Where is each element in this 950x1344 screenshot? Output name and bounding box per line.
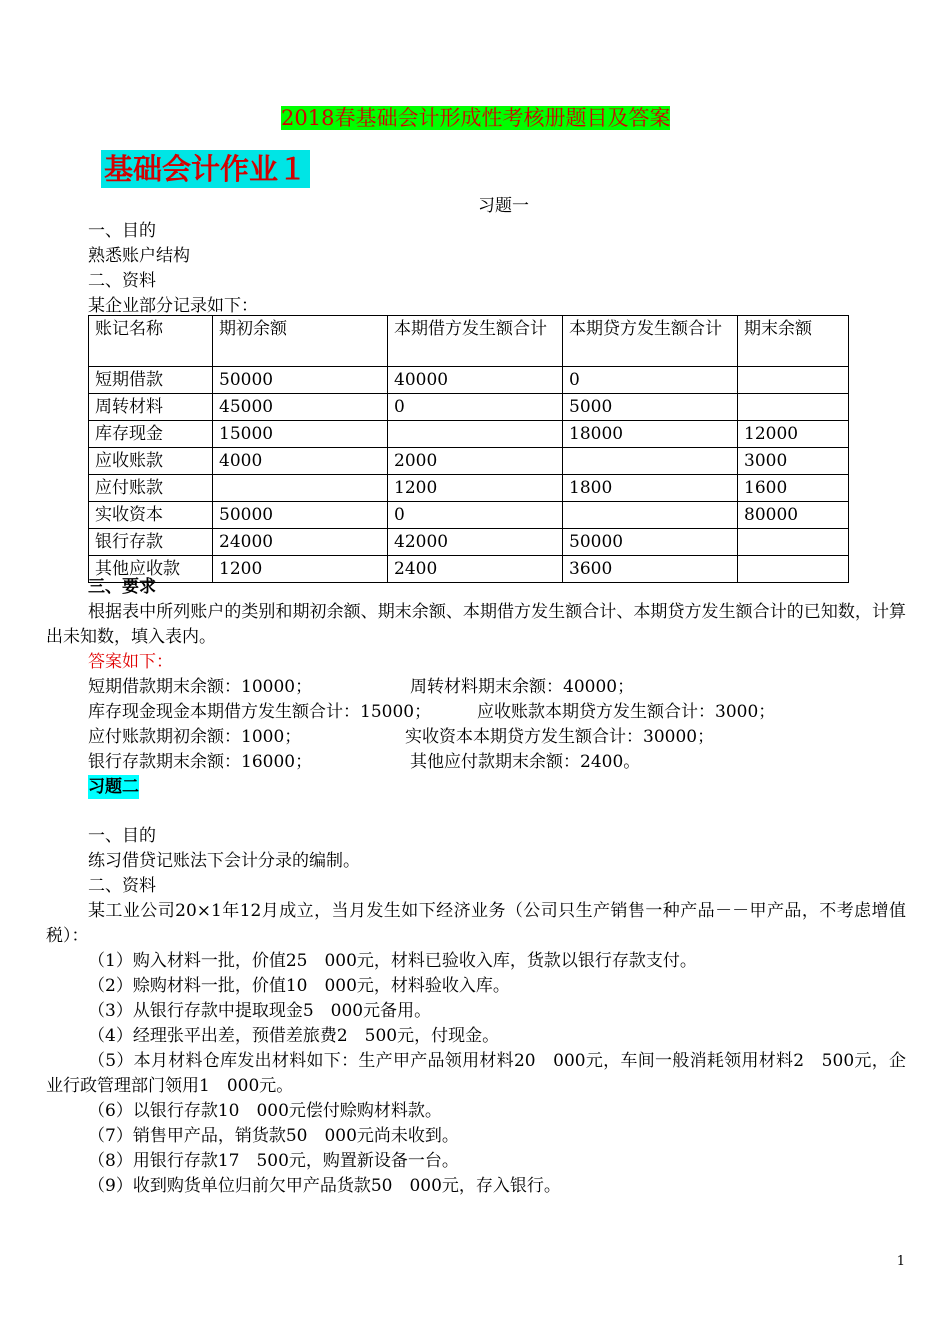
table-cell: 银行存款 — [89, 529, 213, 556]
table-row — [89, 529, 849, 556]
ex1-purpose-text: 熟悉账户结构 — [88, 246, 190, 266]
title-year: 2018 — [281, 106, 335, 130]
table-cell: 80000 — [738, 502, 849, 529]
transaction-item: （8）用银行存款17 500元，购置新设备一台。 — [88, 1151, 459, 1171]
answer-line: 应收账款本期贷方发生额合计：3000； — [477, 702, 776, 722]
table-cell: 24000 — [213, 529, 388, 556]
table-cell: 4000 — [213, 448, 388, 475]
transaction-item: （1）购入材料一批，价值25 000元，材料已验收入库，货款以银行存款支付。 — [88, 951, 697, 971]
table-cell: 2000 — [388, 448, 563, 475]
answer-label: 答案如下： — [88, 652, 173, 672]
table-header-row — [89, 316, 849, 367]
answer-line: 其他应付款期末余额：2400。 — [410, 752, 641, 772]
table-cell: 1200 — [213, 556, 388, 583]
page-number: 1 — [896, 1254, 905, 1269]
table-cell — [563, 448, 738, 475]
table-cell: 其他应收款 — [89, 556, 213, 583]
table-row — [89, 475, 849, 502]
table-row — [89, 421, 849, 448]
table-cell: 50000 — [213, 367, 388, 394]
table-cell: 12000 — [738, 421, 849, 448]
table-cell: 42000 — [388, 529, 563, 556]
table-cell: 2400 — [388, 556, 563, 583]
transaction-item: （2）赊购材料一批，价值10 000元，材料验收入库。 — [88, 976, 510, 996]
ex1-section-requirement: 三、要求 — [88, 577, 156, 597]
table-cell — [738, 394, 849, 421]
header-cell: 期初余额 — [213, 316, 388, 367]
ex2-purpose-text: 练习借贷记账法下会计分录的编制。 — [88, 851, 360, 871]
ex1-requirement-text: 根据表中所列账户的类别和期初余额、期末余额、本期借方发生额合计、本期贷方发生额合计的已知数，计算出未知数，填入表内。 — [46, 602, 906, 647]
header-cell: 期末余额 — [738, 316, 849, 367]
table-cell: 50000 — [213, 502, 388, 529]
table-row — [89, 556, 849, 583]
ex2-intro: 某工业公司20×1年12月成立，当月发生如下经济业务（公司只生产销售一种产品－－甲产品，不考虑增值税）： — [46, 901, 906, 946]
header-cell: 账记名称 — [89, 316, 213, 367]
answer-line: 实收资本本期贷方发生额合计：30000； — [405, 727, 715, 747]
assignment-heading: 基础会计作业１ — [101, 150, 310, 188]
table-cell: 0 — [563, 367, 738, 394]
transaction-item: （3）从银行存款中提取现金5 000元备用。 — [88, 1001, 432, 1021]
table-cell: 应收账款 — [89, 448, 213, 475]
ex1-section-purpose: 一、目的 — [88, 221, 156, 241]
title-text: 春基础会计形成性考核册题目及答案 — [334, 106, 671, 130]
table-cell: 3600 — [563, 556, 738, 583]
answer-line: 周转材料期末余额：40000； — [410, 677, 635, 697]
answer-line: 短期借款期末余额：10000； — [88, 677, 313, 697]
exercise2-title: 习题二 — [88, 777, 139, 797]
table-cell: 应付账款 — [89, 475, 213, 502]
header-cell: 本期贷方发生额合计 — [563, 316, 738, 367]
table-cell — [738, 529, 849, 556]
table-cell: 0 — [388, 394, 563, 421]
table-cell — [738, 556, 849, 583]
table-cell: 5000 — [563, 394, 738, 421]
exercise1-title: 习题一 — [478, 196, 529, 216]
transaction-item: （4）经理张平出差，预借差旅费2 500元，付现金。 — [88, 1026, 500, 1046]
table-cell — [213, 475, 388, 502]
table-row — [89, 394, 849, 421]
table-cell: 1600 — [738, 475, 849, 502]
ex2-section-purpose: 一、目的 — [88, 826, 156, 846]
table-cell — [563, 502, 738, 529]
table-cell: 50000 — [563, 529, 738, 556]
table-cell: 实收资本 — [89, 502, 213, 529]
answer-line: 库存现金现金本期借方发生额合计：15000； — [88, 702, 432, 722]
answer-line: 银行存款期末余额：16000； — [88, 752, 313, 772]
table-cell: 15000 — [213, 421, 388, 448]
table-cell: 库存现金 — [89, 421, 213, 448]
table-row — [89, 502, 849, 529]
ex1-section-material: 二、资料 — [88, 271, 156, 291]
header-cell: 本期借方发生额合计 — [388, 316, 563, 367]
table-cell: 18000 — [563, 421, 738, 448]
table-cell: 0 — [388, 502, 563, 529]
document-title — [281, 104, 670, 132]
ex2-section-material: 二、资料 — [88, 876, 156, 896]
table-cell: 1200 — [388, 475, 563, 502]
table-cell: 40000 — [388, 367, 563, 394]
table-row — [89, 448, 849, 475]
table-cell: 45000 — [213, 394, 388, 421]
transaction-item: （6）以银行存款10 000元偿付赊购材料款。 — [88, 1101, 442, 1121]
answer-line: 应付账款期初余额：1000； — [88, 727, 302, 747]
table-cell — [388, 421, 563, 448]
table-cell: 短期借款 — [89, 367, 213, 394]
ex1-intro: 某企业部分记录如下： — [88, 296, 258, 316]
account-table — [88, 315, 849, 583]
table-cell: 周转材料 — [89, 394, 213, 421]
table-cell — [738, 367, 849, 394]
table-row — [89, 367, 849, 394]
table-cell: 3000 — [738, 448, 849, 475]
transaction-item: （9）收到购货单位归前欠甲产品货款50 000元，存入银行。 — [88, 1176, 561, 1196]
transaction-item: （5）本月材料仓库发出材料如下：生产甲产品领用材料20 000元，车间一般消耗领用材料2 500元，企业行政管理部门领用1 000元。 — [46, 1051, 906, 1096]
transaction-item: （7）销售甲产品，销货款50 000元尚未收到。 — [88, 1126, 459, 1146]
table-cell: 1800 — [563, 475, 738, 502]
